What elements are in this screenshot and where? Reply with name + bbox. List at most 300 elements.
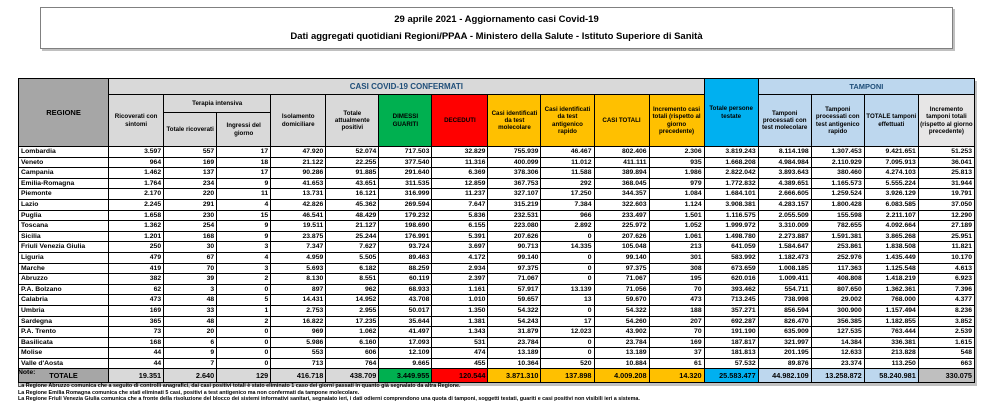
cell-dimessi_guariti: 291.640: [379, 168, 432, 179]
cell-deceduti: 7.647: [432, 199, 488, 210]
cell-ti_totale_ricoverati: 168: [164, 231, 217, 242]
cell-casi_test_antigenico: 13.139: [541, 284, 594, 295]
cell-casi_test_molecolare: 13.189: [488, 348, 541, 359]
cell-casi_test_antigenico: 17.250: [541, 189, 594, 200]
cell-deceduti: 2.934: [432, 263, 488, 274]
totale-casi_totali: 4.009.208: [594, 369, 649, 383]
cell-ricoverati_con_sintomi: 250: [109, 242, 164, 253]
cell-ti_totale_ricoverati: 9: [164, 348, 217, 359]
cell-totale_tamponi: 1.418.219: [864, 274, 918, 285]
cell-casi_test_antigenico: 2.892: [541, 221, 594, 232]
cell-totale_tamponi: 6.083.585: [864, 199, 918, 210]
cell-tamponi_test_molecolare: 1.009.411: [758, 274, 811, 285]
cell-totale_attualmente_positivi: 14.952: [326, 295, 379, 306]
cell-casi_totali: 389.894: [594, 168, 649, 179]
cell-ti_totale_ricoverati: 67: [164, 252, 217, 263]
cell-isolamento_domiciliare: 47.920: [271, 147, 326, 158]
cell-ricoverati_con_sintomi: 168: [109, 337, 164, 348]
cell-incremento_tamponi: 11.821: [918, 242, 974, 253]
cell-casi_test_antigenico: 0: [541, 348, 594, 359]
cell-casi_totali: 344.357: [594, 189, 649, 200]
cell-tamponi_test_molecolare: 2.666.605: [758, 189, 811, 200]
cell-incremento_casi_totali: 935: [649, 157, 704, 168]
cell-ti_totale_ricoverati: 30: [164, 242, 217, 253]
cell-totale_persone_testate: 393.462: [704, 284, 758, 295]
cell-incremento_tamponi: 3.852: [918, 316, 974, 327]
cell-tamponi_test_antigenico: 1.800.428: [811, 199, 864, 210]
cell-deceduti: 1.161: [432, 284, 488, 295]
cell-tamponi_test_molecolare: 3.893.643: [758, 168, 811, 179]
cell-ricoverati_con_sintomi: 1.462: [109, 168, 164, 179]
region-name: Marche: [19, 263, 109, 274]
cell-totale_attualmente_positivi: 1.062: [326, 327, 379, 338]
cell-totale_tamponi: 3.926.129: [864, 189, 918, 200]
cell-totale_tamponi: 9.421.651: [864, 147, 918, 158]
cell-totale_attualmente_positivi: 764: [326, 358, 379, 369]
cell-tamponi_test_antigenico: 408.808: [811, 274, 864, 285]
cell-ti_ingressi_del_giorno: 17: [217, 147, 271, 158]
cell-incremento_tamponi: 4.613: [918, 263, 974, 274]
cell-isolamento_domiciliare: 41.653: [271, 178, 326, 189]
cell-totale_tamponi: 763.444: [864, 327, 918, 338]
cell-ti_ingressi_del_giorno: 1: [217, 305, 271, 316]
cell-ricoverati_con_sintomi: 2.245: [109, 199, 164, 210]
cell-tamponi_test_molecolare: 89.876: [758, 358, 811, 369]
notes-heading: Note:: [18, 369, 36, 376]
cell-casi_test_antigenico: 0: [541, 252, 594, 263]
col-header-ti-totale-ricoverati: Totale ricoverati: [164, 113, 217, 147]
region-name: Lazio: [19, 199, 109, 210]
cell-casi_test_antigenico: 0: [541, 274, 594, 285]
cell-tamponi_test_antigenico: 782.655: [811, 221, 864, 232]
cell-deceduti: 5.391: [432, 231, 488, 242]
cell-ricoverati_con_sintomi: 473: [109, 295, 164, 306]
cell-casi_test_molecolare: 755.939: [488, 147, 541, 158]
table-row: [19, 147, 975, 158]
cell-incremento_casi_totali: 188: [649, 305, 704, 316]
cell-ti_totale_ricoverati: 20: [164, 327, 217, 338]
cell-casi_test_antigenico: 11.012: [541, 157, 594, 168]
cell-tamponi_test_molecolare: 4.984.984: [758, 157, 811, 168]
cell-casi_totali: 97.375: [594, 263, 649, 274]
cell-dimessi_guariti: 35.644: [379, 316, 432, 327]
cell-casi_test_molecolare: 90.713: [488, 242, 541, 253]
cell-incremento_casi_totali: 1.986: [649, 168, 704, 179]
cell-isolamento_domiciliare: 7.347: [271, 242, 326, 253]
cell-deceduti: 2.397: [432, 274, 488, 285]
cell-ti_totale_ricoverati: 557: [164, 147, 217, 158]
totale-totale_tamponi: 58.240.981: [864, 369, 918, 383]
table-row: [19, 178, 975, 189]
cell-casi_test_molecolare: 378.306: [488, 168, 541, 179]
cell-totale_persone_testate: 3.908.381: [704, 199, 758, 210]
cell-isolamento_domiciliare: 13.731: [271, 189, 326, 200]
region-name: Veneto: [19, 157, 109, 168]
cell-ti_totale_ricoverati: 48: [164, 295, 217, 306]
table-row: [19, 263, 975, 274]
cell-casi_totali: 368.045: [594, 178, 649, 189]
cell-incremento_casi_totali: 70: [649, 327, 704, 338]
cell-ricoverati_con_sintomi: 44: [109, 358, 164, 369]
cell-ricoverati_con_sintomi: 62: [109, 284, 164, 295]
cell-ti_ingressi_del_giorno: 11: [217, 189, 271, 200]
cell-casi_totali: 10.884: [594, 358, 649, 369]
totale-incremento_casi_totali: 14.320: [649, 369, 704, 383]
cell-casi_totali: 225.972: [594, 221, 649, 232]
cell-tamponi_test_antigenico: 1.307.453: [811, 147, 864, 158]
cell-isolamento_domiciliare: 713: [271, 358, 326, 369]
cell-incremento_casi_totali: 979: [649, 178, 704, 189]
cell-isolamento_domiciliare: 19.511: [271, 221, 326, 232]
cell-totale_attualmente_positivi: 43.651: [326, 178, 379, 189]
cell-deceduti: 1.010: [432, 295, 488, 306]
cell-deceduti: 1.350: [432, 305, 488, 316]
totale-ti_totale_ricoverati: 2.640: [164, 369, 217, 383]
cell-ricoverati_con_sintomi: 3.597: [109, 147, 164, 158]
cell-tamponi_test_molecolare: 3.310.009: [758, 221, 811, 232]
cell-ti_ingressi_del_giorno: 3: [217, 263, 271, 274]
col-header-ti-ingressi-giorno: Ingressi del giorno: [217, 113, 271, 147]
cell-incremento_tamponi: 4.377: [918, 295, 974, 306]
cell-ti_ingressi_del_giorno: 2: [217, 274, 271, 285]
region-name: P.A. Trento: [19, 327, 109, 338]
cell-isolamento_domiciliare: 4.959: [271, 252, 326, 263]
cell-tamponi_test_molecolare: 2.055.509: [758, 210, 811, 221]
cell-casi_totali: 233.497: [594, 210, 649, 221]
note-abruzzo: La Regione Abruzzo comunica che a seguito di controlli anagrafici, dai casi positivi totali è stato eliminato 1 caso dei giorni passati in quanto già segnalato da altra Regione.: [18, 383, 461, 389]
cell-casi_test_molecolare: 31.879: [488, 327, 541, 338]
region-name: Liguria: [19, 252, 109, 263]
cell-incremento_casi_totali: 1.501: [649, 210, 704, 221]
cell-casi_test_molecolare: 232.531: [488, 210, 541, 221]
cell-casi_totali: 54.322: [594, 305, 649, 316]
cell-dimessi_guariti: 316.999: [379, 189, 432, 200]
cell-ti_ingressi_del_giorno: 0: [217, 348, 271, 359]
cell-totale_persone_testate: 673.659: [704, 263, 758, 274]
cell-incremento_tamponi: 27.189: [918, 221, 974, 232]
cell-tamponi_test_molecolare: 856.594: [758, 305, 811, 316]
cell-ricoverati_con_sintomi: 1.201: [109, 231, 164, 242]
cell-ricoverati_con_sintomi: 44: [109, 348, 164, 359]
col-header-dimessi-guariti: DIMESSI GUARITI: [379, 95, 432, 147]
cell-isolamento_domiciliare: 553: [271, 348, 326, 359]
cell-casi_test_antigenico: 292: [541, 178, 594, 189]
table-row: [19, 221, 975, 232]
cell-ricoverati_con_sintomi: 169: [109, 305, 164, 316]
table-row: [19, 252, 975, 263]
cell-deceduti: 3.697: [432, 242, 488, 253]
col-header-casi-totali: CASI TOTALI: [594, 95, 649, 147]
cell-casi_totali: 99.140: [594, 252, 649, 263]
col-header-deceduti: DECEDUTI: [432, 95, 488, 147]
cell-deceduti: 11.237: [432, 189, 488, 200]
cell-totale_persone_testate: 357.271: [704, 305, 758, 316]
cell-deceduti: 6.155: [432, 221, 488, 232]
cell-tamponi_test_antigenico: 1.591.381: [811, 231, 864, 242]
cell-ti_totale_ricoverati: 291: [164, 199, 217, 210]
table-row: [19, 199, 975, 210]
cell-tamponi_test_antigenico: 2.110.929: [811, 157, 864, 168]
cell-casi_test_molecolare: 207.626: [488, 231, 541, 242]
cell-casi_test_antigenico: 7.384: [541, 199, 594, 210]
cell-tamponi_test_antigenico: 29.002: [811, 295, 864, 306]
cell-casi_totali: 71.067: [594, 274, 649, 285]
cell-ricoverati_con_sintomi: 382: [109, 274, 164, 285]
col-header-totale-tamponi: TOTALE tamponi effettuati: [864, 95, 918, 147]
cell-incremento_tamponi: 10.170: [918, 252, 974, 263]
cell-dimessi_guariti: 93.724: [379, 242, 432, 253]
table-row: [19, 242, 975, 253]
region-name: Umbria: [19, 305, 109, 316]
region-name: Molise: [19, 348, 109, 359]
cell-totale_persone_testate: 713.245: [704, 295, 758, 306]
cell-tamponi_test_molecolare: 8.114.198: [758, 147, 811, 158]
cell-tamponi_test_antigenico: 127.535: [811, 327, 864, 338]
col-header-attualmente-positivi: Totale attualmente positivi: [326, 95, 379, 147]
cell-totale_tamponi: 2.211.107: [864, 210, 918, 221]
table-row: [19, 305, 975, 316]
cell-deceduti: 11.316: [432, 157, 488, 168]
note-friuli-venezia-giulia: La Regione Friuli Venezia Giulia comunica che a fronte della risoluzione del blocco dei sistemi informativi sanitari, segnalato ieri, i dati odierni comprendono una quota di tamponi, soggetti testati, guariti e casi positivi non visibili ieri a sistema.: [18, 396, 640, 403]
cell-tamponi_test_antigenico: 14.384: [811, 337, 864, 348]
cell-incremento_tamponi: 19.791: [918, 189, 974, 200]
cell-totale_attualmente_positivi: 5.505: [326, 252, 379, 263]
cell-totale_persone_testate: 1.772.832: [704, 178, 758, 189]
cell-tamponi_test_antigenico: 252.976: [811, 252, 864, 263]
cell-dimessi_guariti: 17.093: [379, 337, 432, 348]
totale-totale_attualmente_positivi: 438.709: [326, 369, 379, 383]
cell-totale_attualmente_positivi: 91.885: [326, 168, 379, 179]
cell-dimessi_guariti: 717.503: [379, 147, 432, 158]
region-name: Calabria: [19, 295, 109, 306]
cell-deceduti: 455: [432, 358, 488, 369]
cell-incremento_casi_totali: 1.061: [649, 231, 704, 242]
cell-casi_totali: 105.048: [594, 242, 649, 253]
region-name: Emilia-Romagna: [19, 178, 109, 189]
table-row: [19, 231, 975, 242]
cell-deceduti: 12.859: [432, 178, 488, 189]
cell-incremento_tamponi: 2.539: [918, 327, 974, 338]
totale-incremento_tamponi: 330.075: [918, 369, 974, 383]
cell-incremento_tamponi: 1.615: [918, 337, 974, 348]
cell-incremento_tamponi: 37.050: [918, 199, 974, 210]
cell-deceduti: 474: [432, 348, 488, 359]
table-body: [19, 147, 975, 383]
cell-incremento_tamponi: 6.923: [918, 274, 974, 285]
cell-incremento_tamponi: 25.951: [918, 231, 974, 242]
cell-totale_tamponi: 1.182.855: [864, 316, 918, 327]
cell-dimessi_guariti: 89.463: [379, 252, 432, 263]
cell-deceduti: 1.343: [432, 327, 488, 338]
totale-casi_test_antigenico: 137.898: [541, 369, 594, 383]
cell-totale_persone_testate: 1.498.780: [704, 231, 758, 242]
cell-totale_tamponi: 5.555.224: [864, 178, 918, 189]
cell-casi_test_molecolare: 54.322: [488, 305, 541, 316]
cell-ti_totale_ricoverati: 70: [164, 263, 217, 274]
cell-ti_totale_ricoverati: 220: [164, 189, 217, 200]
cell-tamponi_test_antigenico: 23.374: [811, 358, 864, 369]
cell-totale_persone_testate: 191.190: [704, 327, 758, 338]
cell-dimessi_guariti: 68.933: [379, 284, 432, 295]
col-header-ricoverati: Ricoverati con sintomi: [109, 95, 164, 147]
cell-tamponi_test_molecolare: 4.283.157: [758, 199, 811, 210]
cell-tamponi_test_antigenico: 1.259.524: [811, 189, 864, 200]
table-row: [19, 157, 975, 168]
region-name: Sardegna: [19, 316, 109, 327]
cell-casi_totali: 23.784: [594, 337, 649, 348]
cell-casi_test_molecolare: 99.140: [488, 252, 541, 263]
cell-ti_ingressi_del_giorno: 9: [217, 178, 271, 189]
cell-ricoverati_con_sintomi: 1.362: [109, 221, 164, 232]
cell-ti_ingressi_del_giorno: 18: [217, 157, 271, 168]
cell-totale_attualmente_positivi: 2.955: [326, 305, 379, 316]
col-header-regione: REGIONE: [19, 79, 109, 147]
totale-ti_ingressi_del_giorno: 129: [217, 369, 271, 383]
cell-dimessi_guariti: 269.594: [379, 199, 432, 210]
cell-ti_ingressi_del_giorno: 5: [217, 295, 271, 306]
cell-tamponi_test_antigenico: 380.460: [811, 168, 864, 179]
cell-tamponi_test_antigenico: 253.861: [811, 242, 864, 253]
col-header-casi-antigenico: Casi identificati da test antigenico rapido: [541, 95, 594, 147]
cell-isolamento_domiciliare: 42.826: [271, 199, 326, 210]
cell-dimessi_guariti: 176.991: [379, 231, 432, 242]
cell-casi_test_antigenico: 966: [541, 210, 594, 221]
cell-ricoverati_con_sintomi: 964: [109, 157, 164, 168]
table-row: [19, 337, 975, 348]
cell-totale_attualmente_positivi: 16.121: [326, 189, 379, 200]
table-row: [19, 210, 975, 221]
cell-totale_attualmente_positivi: 606: [326, 348, 379, 359]
cell-deceduti: 6.369: [432, 168, 488, 179]
cell-isolamento_domiciliare: 969: [271, 327, 326, 338]
cell-incremento_tamponi: 36.041: [918, 157, 974, 168]
cell-incremento_casi_totali: 1.052: [649, 221, 704, 232]
cell-tamponi_test_molecolare: 2.273.887: [758, 231, 811, 242]
cell-ti_totale_ricoverati: 33: [164, 305, 217, 316]
cell-totale_attualmente_positivi: 17.235: [326, 316, 379, 327]
cell-casi_test_antigenico: 17: [541, 316, 594, 327]
cell-casi_test_molecolare: 54.243: [488, 316, 541, 327]
cell-incremento_casi_totali: 195: [649, 274, 704, 285]
cell-incremento_tamponi: 25.813: [918, 168, 974, 179]
cell-isolamento_domiciliare: 21.122: [271, 157, 326, 168]
group-header-tamponi: TAMPONI: [758, 79, 974, 95]
cell-incremento_casi_totali: 169: [649, 337, 704, 348]
col-header-tamponi-antigenico: Tamponi processati con test antigenico rapido: [811, 95, 864, 147]
cell-totale_persone_testate: 1.116.575: [704, 210, 758, 221]
cell-totale_tamponi: 1.157.494: [864, 305, 918, 316]
cell-tamponi_test_antigenico: 155.598: [811, 210, 864, 221]
cell-totale_attualmente_positivi: 6.160: [326, 337, 379, 348]
cell-dimessi_guariti: 12.109: [379, 348, 432, 359]
cell-totale_tamponi: 213.828: [864, 348, 918, 359]
cell-incremento_casi_totali: 2.306: [649, 147, 704, 158]
cell-totale_persone_testate: 2.822.042: [704, 168, 758, 179]
cell-casi_test_antigenico: 0: [541, 263, 594, 274]
cell-ti_totale_ricoverati: 7: [164, 358, 217, 369]
covid-data-table: [18, 78, 975, 383]
cell-ti_totale_ricoverati: 234: [164, 178, 217, 189]
cell-casi_totali: 59.670: [594, 295, 649, 306]
cell-ti_totale_ricoverati: 3: [164, 284, 217, 295]
cell-deceduti: 4.172: [432, 252, 488, 263]
col-header-isolamento: Isolamento domiciliare: [271, 95, 326, 147]
cell-ti_totale_ricoverati: 230: [164, 210, 217, 221]
cell-totale_attualmente_positivi: 25.244: [326, 231, 379, 242]
group-header-casi-confermati: CASI COVID-19 CONFERMATI: [109, 79, 705, 95]
totale-totale_persone_testate: 25.583.477: [704, 369, 758, 383]
cell-dimessi_guariti: 179.232: [379, 210, 432, 221]
cell-casi_test_antigenico: 14.335: [541, 242, 594, 253]
cell-tamponi_test_molecolare: 554.711: [758, 284, 811, 295]
cell-tamponi_test_molecolare: 635.909: [758, 327, 811, 338]
cell-tamponi_test_molecolare: 738.998: [758, 295, 811, 306]
totale-tamponi_test_molecolare: 44.982.109: [758, 369, 811, 383]
cell-casi_test_antigenico: 46.467: [541, 147, 594, 158]
table-row: [19, 327, 975, 338]
region-name: Abruzzo: [19, 274, 109, 285]
cell-ricoverati_con_sintomi: 1.658: [109, 210, 164, 221]
cell-ti_ingressi_del_giorno: 17: [217, 168, 271, 179]
cell-totale_attualmente_positivi: 962: [326, 284, 379, 295]
cell-casi_totali: 13.189: [594, 348, 649, 359]
cell-totale_persone_testate: 641.059: [704, 242, 758, 253]
cell-ti_ingressi_del_giorno: 0: [217, 358, 271, 369]
cell-incremento_tamponi: 31.944: [918, 178, 974, 189]
col-header-tamponi-molecolare: Tamponi processati con test molecolare: [758, 95, 811, 147]
cell-deceduti: 5.836: [432, 210, 488, 221]
cell-ricoverati_con_sintomi: 479: [109, 252, 164, 263]
region-name: Friuli Venezia Giulia: [19, 242, 109, 253]
cell-casi_totali: 54.260: [594, 316, 649, 327]
table-row: [19, 348, 975, 359]
cell-incremento_tamponi: 548: [918, 348, 974, 359]
cell-isolamento_domiciliare: 14.431: [271, 295, 326, 306]
cell-totale_attualmente_positivi: 45.362: [326, 199, 379, 210]
cell-totale_attualmente_positivi: 22.255: [326, 157, 379, 168]
cell-totale_persone_testate: 3.819.243: [704, 147, 758, 158]
table-row: [19, 284, 975, 295]
cell-totale_persone_testate: 187.817: [704, 337, 758, 348]
cell-deceduti: 1.381: [432, 316, 488, 327]
totale-ricoverati_con_sintomi: 19.351: [109, 369, 164, 383]
cell-totale_tamponi: 3.865.268: [864, 231, 918, 242]
cell-totale_persone_testate: 1.999.972: [704, 221, 758, 232]
cell-dimessi_guariti: 198.690: [379, 221, 432, 232]
col-header-persone-testate: Totale persone testate: [704, 79, 758, 147]
cell-dimessi_guariti: 9.665: [379, 358, 432, 369]
cell-tamponi_test_molecolare: 201.195: [758, 348, 811, 359]
cell-tamponi_test_antigenico: 117.363: [811, 263, 864, 274]
cell-casi_test_molecolare: 59.657: [488, 295, 541, 306]
cell-dimessi_guariti: 43.708: [379, 295, 432, 306]
cell-dimessi_guariti: 60.119: [379, 274, 432, 285]
cell-incremento_casi_totali: 1.084: [649, 189, 704, 200]
cell-ricoverati_con_sintomi: 73: [109, 327, 164, 338]
cell-ti_totale_ricoverati: 6: [164, 337, 217, 348]
cell-totale_persone_testate: 1.668.208: [704, 157, 758, 168]
cell-tamponi_test_molecolare: 321.997: [758, 337, 811, 348]
totale-casi_test_molecolare: 3.871.310: [488, 369, 541, 383]
cell-ti_totale_ricoverati: 48: [164, 316, 217, 327]
cell-totale_persone_testate: 57.532: [704, 358, 758, 369]
cell-dimessi_guariti: 311.535: [379, 178, 432, 189]
cell-totale_attualmente_positivi: 6.182: [326, 263, 379, 274]
cell-casi_totali: 411.111: [594, 157, 649, 168]
note-emilia-romagna: La Regione Emilia Romagna comunica che stati eliminati 5 casi, positivi a test antigenico ma non confermati da tampone molecolare.: [18, 389, 360, 396]
footnotes: [18, 369, 978, 403]
cell-isolamento_domiciliare: 90.286: [271, 168, 326, 179]
